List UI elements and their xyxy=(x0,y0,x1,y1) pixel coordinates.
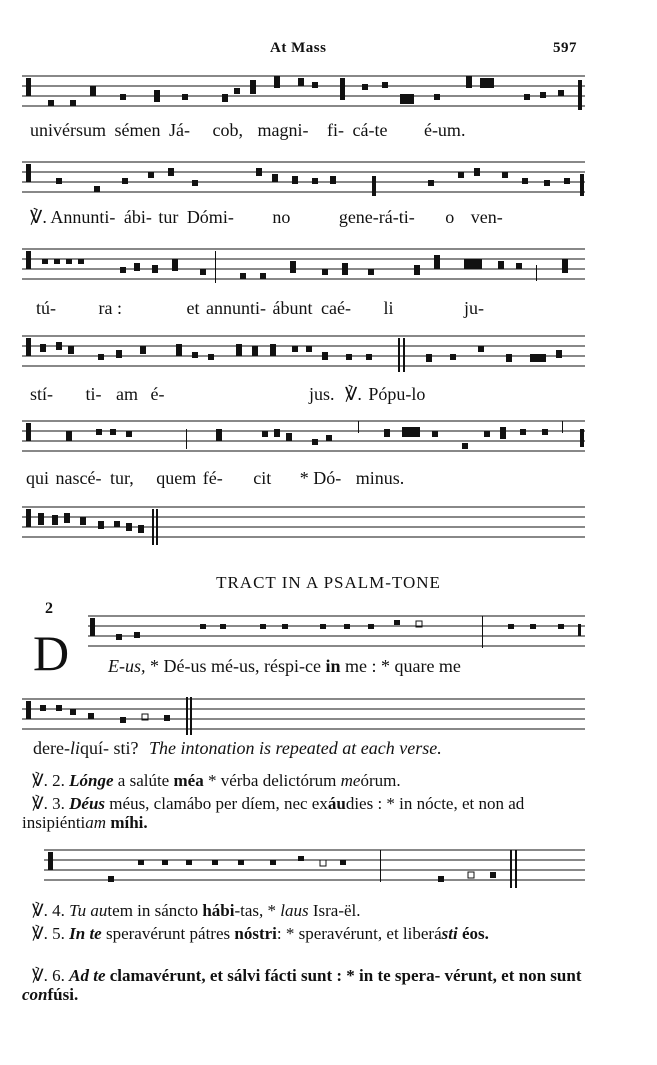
lyrics-line-5 xyxy=(26,468,404,489)
verse-3 xyxy=(22,794,590,832)
syllable: quí- sti? xyxy=(79,738,139,758)
staff-8-notation xyxy=(22,695,585,739)
tract-lyrics-2 xyxy=(33,738,442,759)
syllable: quem xyxy=(156,468,197,488)
mode-number: 2 xyxy=(45,600,53,617)
staff-2-notation xyxy=(22,158,585,202)
verse-text: áu xyxy=(327,794,346,813)
syllable: sémen xyxy=(114,120,161,140)
music-staff-6 xyxy=(22,503,585,547)
music-staff-2 xyxy=(22,158,585,202)
verse-text: éos. xyxy=(461,924,489,943)
section-title: TRACT IN A PSALM-TONE xyxy=(216,573,441,592)
syllable: caé- xyxy=(320,298,351,318)
verse-text: In te xyxy=(69,924,102,943)
verse-text: et non ad insipiénti xyxy=(22,794,525,832)
syllable: magni- xyxy=(257,120,309,140)
staff-5-notation xyxy=(22,417,585,461)
initial-letter: D xyxy=(33,625,70,681)
syllable: me : * quare me xyxy=(344,656,461,676)
verse-text: : * speravérunt, et liberá xyxy=(276,924,442,943)
music-staff-8 xyxy=(22,695,585,739)
verse-text: clamavérunt, et sálvi xyxy=(109,966,261,985)
syllable: nascé- xyxy=(55,468,102,488)
verse-text: speravérunt pátres xyxy=(105,924,231,943)
syllable: dere- xyxy=(33,738,70,758)
syllable: ℣. xyxy=(345,384,362,404)
verse-text: con xyxy=(22,985,48,1004)
syllable: fé- xyxy=(202,468,223,488)
verse-text: fácti xyxy=(264,966,297,985)
versicle-mark: ℣. xyxy=(32,771,48,790)
staff-1-notation xyxy=(22,72,585,116)
syllable: Já- xyxy=(168,120,190,140)
music-staff-1 xyxy=(22,72,585,116)
syllable: ℣. Annunti- xyxy=(30,207,116,227)
verse-text: Tu au xyxy=(69,901,108,920)
syllable: stí- xyxy=(30,384,54,404)
verse-number: 3. xyxy=(52,794,65,813)
syllable: li xyxy=(383,298,394,318)
verse-text: méus, clamábo per díem, nec ex xyxy=(109,794,328,813)
syllable: cá-te xyxy=(352,120,388,140)
verse-text: Lónge xyxy=(69,771,114,790)
syllable: no xyxy=(272,207,291,227)
syllable: tú- xyxy=(36,298,56,318)
verse-4 xyxy=(22,901,600,920)
syllable: tur, xyxy=(109,468,134,488)
verse-number: 2. xyxy=(52,771,65,790)
verse-text: am xyxy=(85,813,107,832)
syllable: E-us, xyxy=(108,656,146,676)
verse-text: sti xyxy=(441,924,458,943)
verse-text: nóstri xyxy=(234,924,277,943)
verse-text: Isra-ël. xyxy=(312,901,361,920)
verse-number: 6. xyxy=(52,966,65,985)
syllable: minus. xyxy=(355,468,405,488)
verse-text: a salúte xyxy=(117,771,170,790)
verse-text: hábi xyxy=(202,901,235,920)
verse-text: Ad te xyxy=(69,966,106,985)
music-staff-5 xyxy=(22,417,585,461)
syllable: tur xyxy=(158,207,179,227)
verse-2 xyxy=(22,771,600,790)
syllable: * Dé-us mé-us, réspi-ce xyxy=(150,656,321,676)
music-staff-9 xyxy=(44,846,585,890)
syllable: ra : xyxy=(98,298,122,318)
syllable: gene-rá-ti- xyxy=(338,207,415,227)
versicle-mark: ℣. xyxy=(32,924,48,943)
staff-9-notation xyxy=(44,846,585,890)
syllable: et xyxy=(186,298,200,318)
staff-6-notation xyxy=(22,503,585,547)
lyrics-line-4 xyxy=(30,384,425,405)
verse-text: fúsi. xyxy=(47,985,79,1004)
tract-lyrics-1 xyxy=(108,656,461,677)
versicle-mark: ℣. xyxy=(32,794,48,813)
verse-number: 4. xyxy=(52,901,65,920)
syllable: Pópu-lo xyxy=(368,384,426,404)
verse-text: dies : * in nócte, xyxy=(345,794,458,813)
verse-text: vérunt, et non sunt xyxy=(444,966,582,985)
syllable: ju- xyxy=(463,298,484,318)
rubric-note: The intonation is repeated at each verse. xyxy=(148,738,442,758)
verse-number: 5. xyxy=(52,924,65,943)
syllable: am xyxy=(116,384,139,404)
syllable: ven- xyxy=(470,207,503,227)
syllable: univérsum xyxy=(30,120,106,140)
verse-text: méa xyxy=(173,771,204,790)
staff-3-notation xyxy=(22,245,585,289)
syllable: annunti- xyxy=(205,298,266,318)
staff-7-notation xyxy=(88,612,585,656)
syllable: * Dó- xyxy=(299,468,342,488)
syllable: qui xyxy=(26,468,50,488)
versicle-mark: ℣. xyxy=(32,966,48,985)
verse-5 xyxy=(22,924,590,943)
music-staff-7 xyxy=(88,612,585,656)
verse-text: Déus xyxy=(69,794,106,813)
verse-text: órum. xyxy=(360,771,401,790)
page-number: 597 xyxy=(553,40,577,56)
verse-text: * vérba delictórum xyxy=(207,771,337,790)
syllable: cob, xyxy=(212,120,243,140)
music-staff-3 xyxy=(22,245,585,289)
lyrics-line-2 xyxy=(30,207,503,228)
running-head: At Mass xyxy=(270,40,327,56)
versicle-mark: ℣. xyxy=(32,901,48,920)
syllable: é- xyxy=(150,384,165,404)
syllable: jus. xyxy=(309,384,335,404)
lyrics-line-3 xyxy=(36,298,484,319)
syllable: li xyxy=(69,738,80,758)
verse-text: sunt : * in te spera- xyxy=(300,966,441,985)
music-staff-4 xyxy=(22,332,585,376)
syllable: Dómi- xyxy=(186,207,234,227)
staff-4-notation xyxy=(22,332,585,376)
syllable: é-um. xyxy=(423,120,466,140)
verse-text: me xyxy=(340,771,361,790)
syllable: ti- xyxy=(85,384,102,404)
verse-text: míhi. xyxy=(110,813,148,832)
syllable: ábunt xyxy=(272,298,313,318)
lyrics-line-1 xyxy=(30,120,465,141)
verse-6 xyxy=(22,966,590,1004)
verse-text: tem in sáncto xyxy=(107,901,199,920)
syllable: ábi- xyxy=(123,207,152,227)
syllable: o xyxy=(445,207,455,227)
syllable: cit xyxy=(253,468,272,488)
syllable: fi- xyxy=(326,120,344,140)
syllable: in xyxy=(325,656,341,676)
verse-text: laus xyxy=(280,901,309,920)
verse-text: -tas, * xyxy=(234,901,277,920)
